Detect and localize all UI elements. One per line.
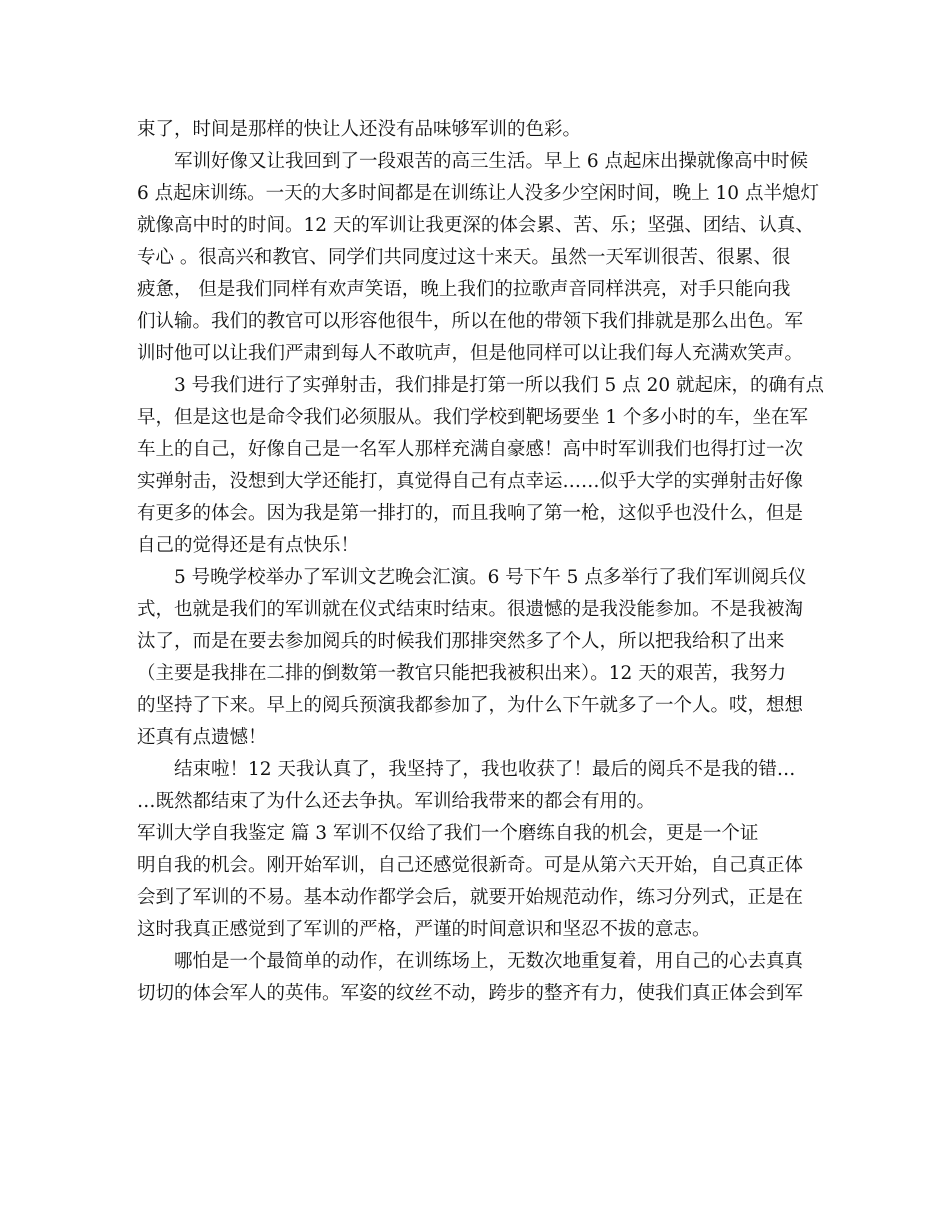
text-line: 自己的觉得还是有点快乐！: [137, 535, 360, 556]
paragraph-start-line: 3 号我们进行了实弹射击，我们排是打第一所以我们 5 点 20 就起床，的确有点: [174, 375, 824, 396]
section-heading-line: 军训大学自我鉴定 篇 3 军训不仅给了我们一个磨练自我的机会，更是一个证: [137, 823, 759, 844]
paragraph-start-line: 5 号晚学校举办了军训文艺晚会汇演。6 号下午 5 点多举行了我们军训阅兵仪: [174, 567, 807, 588]
text-line: 有更多的体会。因为我是第一排打的，而且我响了第一枪，这似乎也没什么，但是: [137, 503, 804, 524]
text-line: 训时他可以让我们严肃到每人不敢吭声，但是他同样可以让我们每人充满欢笑声。: [137, 343, 804, 364]
text-line: 会到了军训的不易。基本动作都学会后，就要开始规范动作，练习分列式，正是在: [137, 887, 804, 908]
text-line: 早，但是这也是命令我们必须服从。我们学校到靶场要坐 1 个多小时的车，坐在军: [137, 407, 809, 428]
paragraph-start-line: 结束啦！12 天我认真了，我坚持了，我也收获了！最后的阅兵不是我的错…: [174, 759, 796, 780]
text-line: 汰了，而是在要去参加阅兵的时候我们那排突然多了个人，所以把我给积了出来: [137, 631, 785, 652]
text-line: 疲惫， 但是我们同样有欢声笑语，晚上我们的拉歌声音同样洪亮，对手只能向我: [137, 279, 791, 300]
text-line: 6 点起床训练。一天的大多时间都是在训练让人没多少空闲时间，晚上 10 点半熄灯: [137, 183, 819, 204]
paragraph-start-line: 哪怕是一个最简单的动作，在训练场上，无数次地重复着，用自己的心去真真: [174, 951, 804, 972]
text-line: 车上的自己，好像自己是一名军人那样充满自豪感！高中时军训我们也得打过一次: [137, 439, 804, 460]
text-line: 切切的体会军人的英伟。军姿的纹丝不动，跨步的整齐有力，使我们真正体会到军: [137, 983, 804, 1004]
text-line: 这时我真正感觉到了军训的严格，严谨的时间意识和坚忍不拔的意志。: [137, 919, 711, 940]
text-line: 实弹射击，没想到大学还能打，真觉得自己有点幸运……似乎大学的实弹射击好像: [137, 471, 804, 492]
text-line: 就像高中时的时间。12 天的军训让我更深的体会累、苦、乐；坚强、团结、认真、: [137, 215, 814, 236]
text-line: 的坚持了下来。早上的阅兵预演我都参加了，为什么下午就多了一个人。哎，想想: [137, 695, 804, 716]
text-line: 明自我的机会。刚开始军训，自己还感觉很新奇。可是从第六天开始，自己真正体: [137, 855, 804, 876]
text-line: 们认输。我们的教官可以形容他很牛，所以在他的带领下我们排就是那么出色。军: [137, 311, 804, 332]
text-line: …既然都结束了为什么还去争执。军训给我带来的都会有用的。: [137, 791, 656, 812]
text-line: 还真有点遗憾！: [137, 727, 267, 748]
text-line: 专心 。很高兴和教官、同学们共同度过这十来天。虽然一天军训很苦、很累、很: [137, 247, 791, 268]
text-line: 式，也就是我们的军训就在仪式结束时结束。很遗憾的是我没能参加。不是我被淘: [137, 599, 804, 620]
paragraph-start-line: 军训好像又让我回到了一段艰苦的高三生活。早上 6 点起床出操就像高中时候: [174, 151, 809, 172]
text-line: （主要是我排在二排的倒数第一教官只能把我被积出来）。12 天的艰苦，我努力: [137, 663, 787, 684]
text-line: 束了，时间是那样的快让人还没有品味够军训的色彩。: [137, 119, 582, 140]
